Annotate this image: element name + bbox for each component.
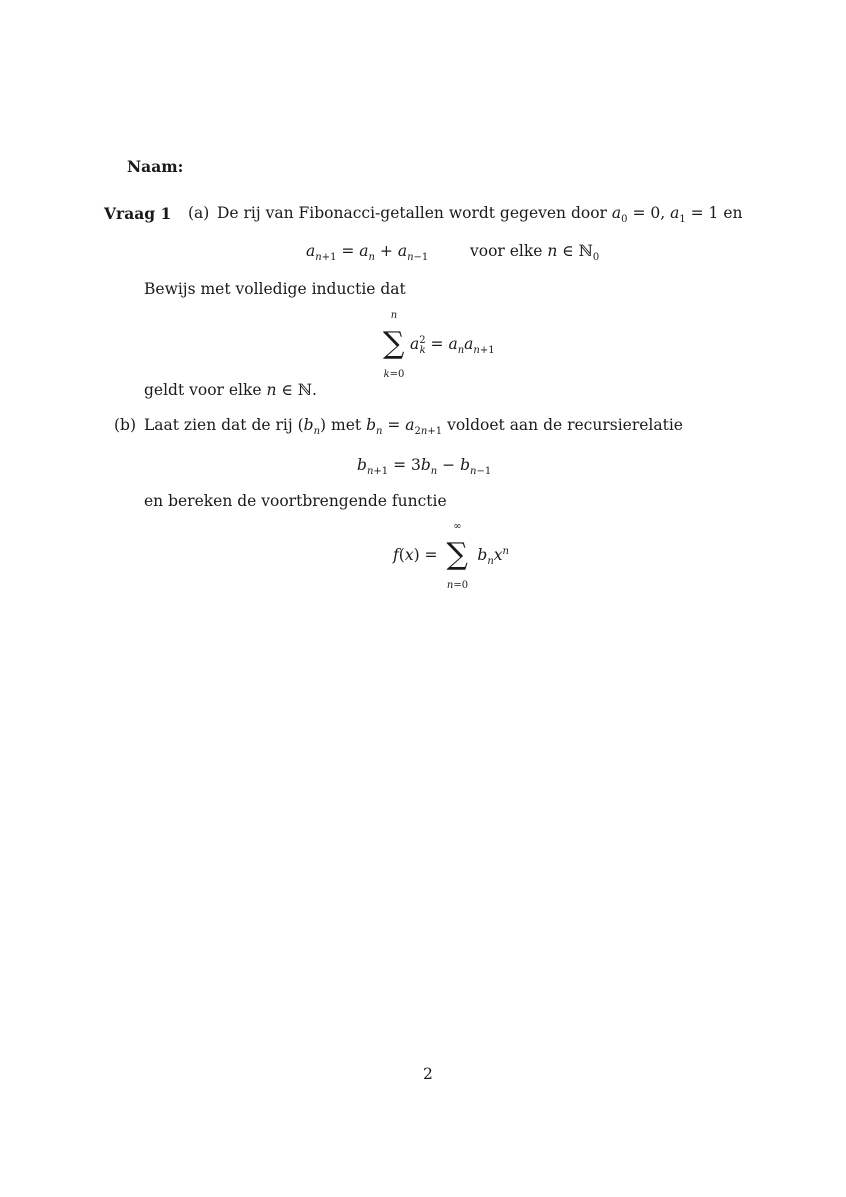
sum-symbol-infinite: ∞ ∑ n=0 — [446, 521, 469, 591]
b-recurrence: $b_{n+1} = 3b_n - b_{n-1}$ — [357, 456, 492, 478]
part-b-label: (b) — [114, 416, 137, 434]
part-b-met: met — [331, 416, 362, 434]
part-b-intro-text: Laat zien dat de rij — [144, 416, 293, 434]
part-a-intro-text: De rij van Fibonacci-getallen wordt gegeven door — [217, 204, 607, 222]
fibonacci-recurrence: $a_{n+1} = a_n + a_{n-1}$ — [306, 242, 429, 264]
recurrence-condition: voor elke n ∈ ℕ$_0$ — [470, 242, 600, 264]
holds-statement: geldt voor elke n ∈ ℕ. — [144, 381, 317, 399]
part-a-intro — [217, 204, 743, 226]
sum-squares-formula: n ∑ k=0 $a^2_k = a_na_{n+1}$ — [383, 310, 495, 380]
compute-instruction: en bereken de voortbrengende functie — [144, 492, 447, 510]
page-number: 2 — [423, 1065, 433, 1083]
recurrence-note: voor elke — [470, 242, 543, 260]
part-a-conjunction: en — [723, 204, 743, 222]
part-b-satisfies: voldoet aan de recursierelatie — [447, 416, 683, 434]
proof-instruction: Bewijs met volledige inductie dat — [144, 280, 406, 298]
sum-symbol: n ∑ k=0 — [383, 310, 405, 380]
generating-function: f(x) = ∞ ∑ n=0 $b_nx^n$ — [393, 521, 509, 591]
holds-text: geldt voor elke — [144, 381, 262, 399]
name-label: Naam: — [127, 157, 184, 176]
part-a-label: (a) — [188, 204, 210, 222]
initial-conditions: $a_0 = 0$, $a_1 = 1$ — [611, 204, 724, 226]
question-title: Vraag 1 — [104, 204, 172, 223]
part-b-intro: Laat zien dat de rij $(b_n)$ met $b_n = a_{2n+1}$ voldoet aan de recursierelatie — [144, 416, 683, 438]
